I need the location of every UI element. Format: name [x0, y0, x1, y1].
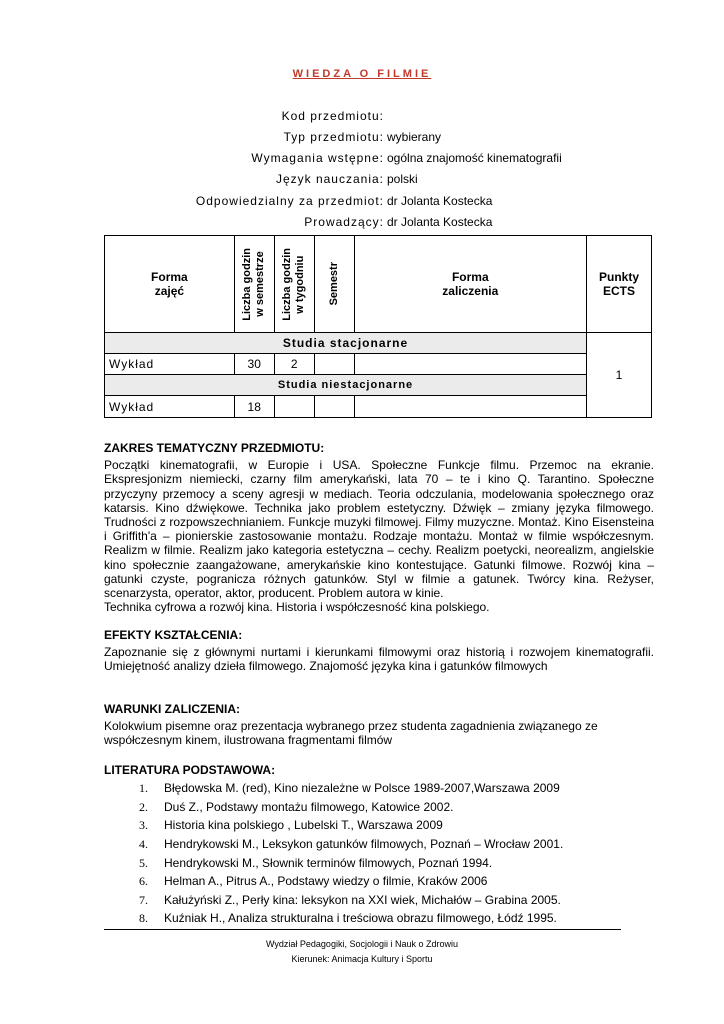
header-forma-zaliczenia: Forma zaliczenia — [354, 236, 586, 333]
literatura-list — [104, 779, 654, 928]
section-zakres — [104, 441, 654, 614]
list-item: 1. Błędowska M. (red), Kino niezależne w Polsce 1989-2007,Warszawa 2009 — [139, 781, 560, 796]
row-niestacjonarne-semestr — [314, 396, 354, 418]
zakres-text: Początki kinematografii, w Europie i USA. Społeczne Funkcje filmu. Przemoc na ekranie. Ekspresjonizm niemiecki, czarny film amerykański, lata 70 – te i kino Q. Tarantino. Społeczne przyczyny przemocy a sceny agresji w mediach. Teoria odczulania, modelowania społecznego oraz katarsis. Kino dźwiękowe. Technika jako problem estetyczny. Dźwięk – zmiany języka filmowego. Trudności z rozpowszechnianiem. Funkcje muzyki filmowej. Filmy muzyczne. Montaż. Kino Eisensteina i Griffith'a – pionierskie zastosowanie montażu. Rodzaje montażu. Montaż w filmie współczesnym. Realizm w filmie. Realizm jako kategoria estetyczna – cechy. Realizm poetycki, neorealizm, angielskie kino społecznie zaangażowane, amerykańskie kino kontestujące. Gatunki filmowe. Rozwój kina – gatunki czyste, pogranicza różnych gatunków. Styl w filmie a gatunek. Twórcy kina. Reżyser, scenarzysta, operator, aktor, producent. Problem autora w kinie. — [104, 458, 654, 601]
row-stacjonarne-semestr — [314, 354, 354, 375]
section-literatura — [104, 763, 654, 928]
list-item: 3. Historia kina polskiego , Lubelski T., Warszawa 2009 — [139, 818, 443, 833]
list-item: 5. Hendrykowski M., Słownik terminów filmowych, Poznań 1994. — [139, 855, 493, 870]
literatura-heading: LITERATURA PODSTAWOWA: — [104, 763, 276, 777]
meta-label-prowadzacy: Prowadzący: — [304, 215, 384, 229]
list-item: 7. Kałużyński Z., Perły kina: leksykon na XXI wiek, Michałów – Grabina 2005. — [139, 892, 561, 907]
section-studia-niestacjonarne: Studia niestacjonarne — [105, 375, 587, 396]
row-stacjonarne-zaliczenie — [354, 354, 586, 375]
list-item: 2. Duś Z., Podstawy montażu filmowego, Katowice 2002. — [139, 799, 454, 814]
efekty-heading: EFEKTY KSZTAŁCENIA: — [104, 628, 243, 642]
meta-value-typ: wybierany — [387, 130, 442, 144]
header-semestr: Semestr — [314, 236, 354, 333]
warunki-text: Kolokwium pisemne oraz prezentacja wybranego przez studenta zagadnienia związanego ze współczesnym kinem, ilustrowana fragmentami filmów — [104, 719, 598, 748]
row-stacjonarne-godz-sem: 30 — [234, 354, 274, 375]
header-punkty-ects: Punkty ECTS — [587, 236, 652, 333]
header-godziny-tydzien: Liczba godzin w tygodniu — [274, 236, 314, 333]
zakres-heading: ZAKRES TEMATYCZNY PRZEDMIOTU: — [104, 441, 325, 455]
meta-label-jezyk: Język nauczania: — [275, 172, 384, 186]
warunki-heading: WARUNKI ZALICZENIA: — [104, 702, 240, 716]
efekty-text: Zapoznanie się z głównymi nurtami i kierunkami filmowymi oraz historią i rozwojem kinematografii. Umiejętność analizy dzieła filmowego. Znajomość języka kina i gatunków filmowych — [104, 645, 654, 674]
row-stacjonarne-forma: Wykład — [105, 354, 235, 375]
row-niestacjonarne-zaliczenie — [354, 396, 586, 418]
footer-faculty: Wydział Pedagogiki, Socjologii i Nauk o Zdrowiu — [265, 939, 458, 949]
row-niestacjonarne-godz-tyg — [274, 396, 314, 418]
row-niestacjonarne-forma: Wykład — [105, 396, 235, 418]
section-warunki — [104, 702, 654, 748]
header-forma-zajec: Forma zajęć — [105, 236, 235, 333]
list-item: 4. Hendrykowski M., Leksykon gatunków filmowych, Poznań – Wrocław 2001. — [139, 836, 564, 851]
course-hours-table — [104, 235, 652, 418]
meta-value-wymagania: ogólna znajomość kinematografii — [387, 151, 562, 165]
document-title: WIEDZA O FILMIE — [292, 68, 432, 80]
meta-value-odpowiedzialny: dr Jolanta Kostecka — [387, 194, 493, 208]
footer-kierunek: Kierunek: Animacja Kultury i Sportu — [291, 954, 433, 964]
meta-label-odpowiedzialny: Odpowiedzialny za przedmiot: — [195, 194, 384, 208]
list-item: 6. Helman A., Pitrus A., Podstawy wiedzy o filmie, Kraków 2006 — [139, 874, 488, 889]
meta-label-kod: Kod przedmiotu: — [281, 109, 384, 123]
list-item: 8. Kuźniak H., Analiza strukturalna i treściowa obrazu filmowego, Łódź 1995. — [139, 911, 557, 926]
header-godziny-semestr: Liczba godzin w semestrze — [234, 236, 274, 333]
ects-value: 1 — [587, 333, 652, 418]
row-niestacjonarne-godz-sem: 18 — [234, 396, 274, 418]
zakres-text-2: Technika cyfrowa a rozwój kina. Historia i współczesność kina polskiego. — [104, 600, 490, 615]
meta-label-typ: Typ przedmiotu: — [283, 130, 384, 144]
meta-label-wymagania: Wymagania wstępne: — [251, 151, 384, 165]
row-stacjonarne-godz-tyg: 2 — [274, 354, 314, 375]
section-efekty — [104, 628, 654, 674]
meta-value-jezyk: polski — [387, 172, 418, 186]
footer-divider — [104, 929, 621, 930]
meta-value-prowadzacy: dr Jolanta Kostecka — [387, 215, 493, 229]
section-studia-stacjonarne: Studia stacjonarne — [105, 333, 587, 354]
